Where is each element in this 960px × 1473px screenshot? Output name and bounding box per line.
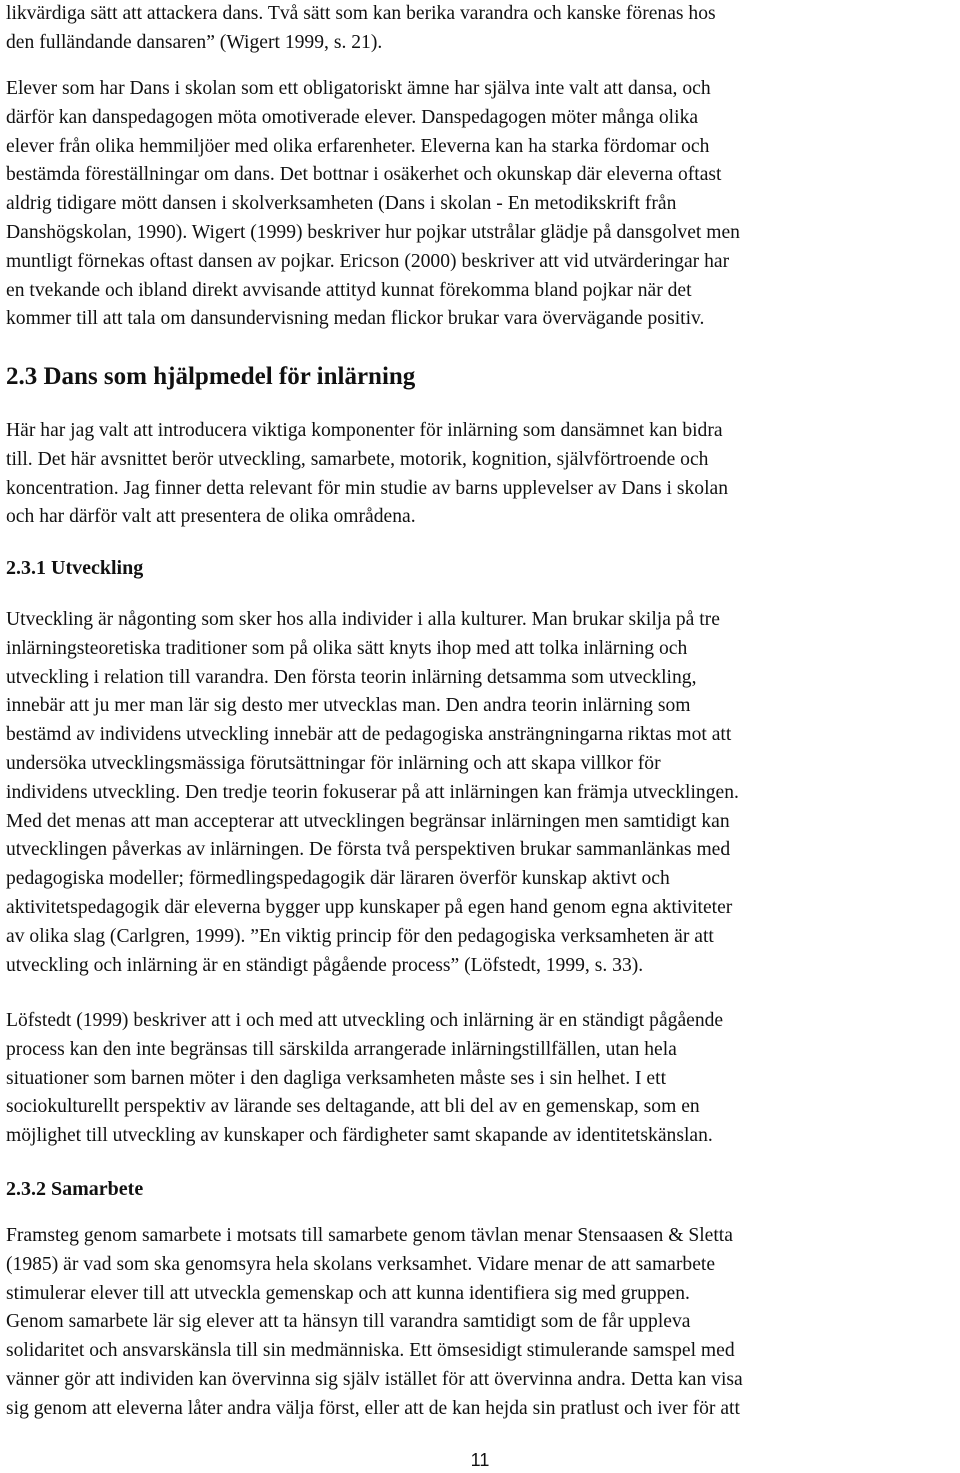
text-line: situationer som barnen möter i den dagliga verksamheten måste ses i sin helhet. I ett <box>6 1067 667 1089</box>
paragraph-quote-end <box>6 0 956 58</box>
text-line: aldrig tidigare mött dansen i skolverksamheten (Dans i skolan - En metodikskrift från <box>6 193 677 215</box>
text-line: till. Det här avsnittet berör utveckling, samarbete, motorik, kognition, självförtroende och <box>6 448 709 470</box>
text-line: stimulerar elever till att utveckla gemenskap och att kunna identifiera sig med gruppen. <box>6 1282 690 1304</box>
text-line: elever från olika hemmiljöer med olika erfarenheter. Eleverna kan ha starka fördomar och <box>6 135 710 157</box>
text-line: vänner gör att individen kan övervinna sig själv istället för att övervinna andra. Detta kan visa <box>6 1368 743 1390</box>
text-line: möjlighet till utveckling av kunskaper och färdigheter samt skapande av identitetskänslan. <box>6 1125 713 1147</box>
text-line: bestämda föreställningar om dans. Det bottnar i osäkerhet och okunskap där eleverna oftast <box>6 164 722 186</box>
text-line: sig genom att eleverna låter andra välja först, eller att de kan hejda sin pratlust och iver för att <box>6 1397 740 1419</box>
text-line: bestämd av individens utveckling innebär att de pedagogiska ansträngningarna riktas mot att <box>6 724 732 746</box>
text-line: muntligt förnekas oftast dansen av pojkar. Ericson (2000) beskriver att vid utvärderingar har <box>6 250 730 272</box>
text-line: solidaritet och ansvarskänsla till sin medmänniska. Ett ömsesidigt stimulerande samspel med <box>6 1340 735 1362</box>
text-line: utvecklingen påverkas av inlärningen. De första två perspektiven brukar sammanlänkas med <box>6 839 731 861</box>
text-line: Utveckling är någonting som sker hos alla individer i alla kulturer. Man brukar skilja på tre <box>6 609 720 630</box>
text-line: Framsteg genom samarbete i motsats till samarbete genom tävlan menar Stensaasen & Sletta <box>6 1225 733 1246</box>
text-line: individens utveckling. Den tredje teorin fokuserar på att inlärningen kan främja utvecklingen. <box>6 781 739 803</box>
text-line: inlärningsteoretiska traditioner som på olika sätt knyts ihop med att tolka inlärning och <box>6 637 688 659</box>
text-line: den fulländande dansaren” (Wigert 1999, s. 21). <box>6 31 383 53</box>
text-line: process kan den inte begränsas till särskilda arrangerade inlärningstillfällen, utan hela <box>6 1038 677 1060</box>
text-line: Med det menas att man accepterar att utvecklingen begränsar inlärningen men samtidigt kan <box>6 810 730 832</box>
section-heading-2-3: 2.3 Dans som hjälpmedel för inlärning <box>6 363 416 390</box>
text-line: innebär att ju mer man lär sig desto mer utvecklas man. Den andra teorin inlärning som <box>6 695 691 717</box>
page-number: 11 <box>470 1450 490 1470</box>
text-line: aktivitetspedagogik där eleverna bygger upp kunskaper på egen hand genom egna aktiviteter <box>6 896 733 918</box>
text-line: Genom samarbete lär sig elever att ta hänsyn till varandra samtidigt som de får uppleva <box>6 1311 691 1333</box>
text-line: utveckling och inlärning är en ständigt pågående process” (Löfstedt, 1999, s. 33). <box>6 954 644 976</box>
section-heading-2-3-2: 2.3.2 Samarbete <box>6 1178 144 1200</box>
text-line: undersöka utvecklingsmässiga förutsättningar för inlärning och att skapa villkor för <box>6 752 661 774</box>
text-line: (1985) är vad som ska genomsyra hela skolans verksamhet. Vidare menar de att samarbete <box>6 1253 716 1275</box>
text-line: likvärdiga sätt att attackera dans. Två sätt som kan berika varandra och kanske förenas hos <box>6 3 716 24</box>
text-line: Danshögskolan, 1990). Wigert (1999) beskriver hur pojkar utstrålar glädje på dansgolvet men <box>6 221 740 243</box>
text-line: Elever som har Dans i skolan som ett obligatoriskt ämne har själva inte valt att dansa, och <box>6 78 711 99</box>
text-line: en tvekande och ibland direkt avvisande attityd kunnat förekomma bland pojkar när det <box>6 279 692 301</box>
paragraph-motivation <box>6 75 956 334</box>
text-line: pedagogiska modeller; förmedlingspedagogik där läraren överför kunskap aktivt och <box>6 868 670 890</box>
text-line: Löfstedt (1999) beskriver att i och med att utveckling och inlärning är en ständigt pågående <box>6 1010 724 1031</box>
text-line: koncentration. Jag finner detta relevant för min studie av barns upplevelser av Dans i skolan <box>6 477 729 499</box>
paragraph-utveckling <box>6 606 956 980</box>
paragraph-samarbete <box>6 1222 956 1424</box>
paragraph-lofstedt <box>6 1007 956 1151</box>
text-line: utveckling i relation till varandra. Den första teorin inlärning detsamma som utveckling, <box>6 666 697 688</box>
text-line: sociokulturellt perspektiv av lärande ses deltagande, att bli del av en gemenskap, som en <box>6 1096 700 1118</box>
text-line: därför kan danspedagogen möta omotiverade elever. Danspedagogen möter många olika <box>6 106 699 128</box>
paragraph-intro <box>6 417 956 532</box>
text-line: kommer till att tala om dansundervisning medan flickor brukar vara övervägande positiv. <box>6 308 705 330</box>
text-line: Här har jag valt att introducera viktiga komponenter för inlärning som dansämnet kan bidra <box>6 420 723 441</box>
text-line: av olika slag (Carlgren, 1999). ”En viktig princip för den pedagogiska verksamheten är att <box>6 925 714 947</box>
section-heading-2-3-1: 2.3.1 Utveckling <box>6 557 144 579</box>
text-line: och har därför valt att presentera de olika områdena. <box>6 506 416 528</box>
